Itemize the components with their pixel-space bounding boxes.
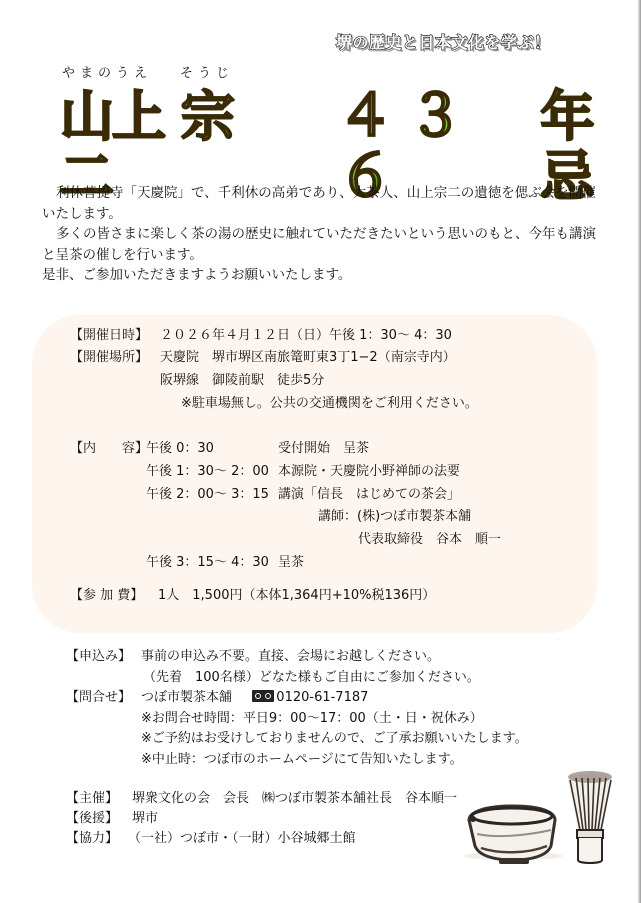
intro-paragraph-1: 利休菩提寺「天慶院」で、千利休の高弟であり、大茶人、山上宗二の遺徳を偲ぶ会を開催いたします。: [42, 185, 596, 222]
inquiry-label: 【問合せ】: [66, 690, 132, 705]
host-label: 【主催】: [66, 791, 119, 806]
ruby-given-name: そうじ: [180, 66, 235, 81]
event-parking-note: ※駐車場無し。公共の交通機関をご利用ください。: [181, 396, 478, 411]
event-date-label: 【開催日時】: [70, 328, 149, 343]
fee-label: 【参 加 費】: [70, 588, 144, 603]
program-row-3: [146, 554, 304, 572]
host-value: 堺衆文化の会 会長 ㈱つぼ市製茶本舗社長 谷本順一: [132, 791, 458, 806]
inquiry-cancel-note: ※中止時：つぼ市のホームページにて告知いたします。: [141, 751, 463, 767]
title-anniversary-number: ４３６: [337, 86, 540, 206]
tea-ceremony-illustration: [455, 768, 615, 878]
event-date-row: [70, 327, 452, 345]
fee-row: [70, 587, 435, 605]
title-reading: [62, 62, 234, 81]
inquiry-hours: ※お問合せ時間：平日9：00～17：00（土・日・祝休み）: [141, 710, 483, 726]
program-desc: 本源院・天慶院小野禅師の法要: [278, 464, 461, 479]
program-row-1: [146, 463, 460, 481]
tea-whisk-icon: [560, 768, 620, 868]
event-venue-label: 【開催場所】: [70, 350, 149, 365]
cooperation-label: 【協力】: [66, 831, 119, 846]
event-access: 阪堺線 御陵前駅 徒歩5分: [160, 373, 325, 388]
program-time: 午後 3：15～ 4：30: [146, 555, 269, 570]
program-time: 午後 1：30～ 2：00: [146, 464, 269, 479]
lecturer-line-2: 代表取締役 谷本 順一: [358, 532, 502, 547]
title-name: 山上 宗二: [60, 86, 277, 206]
program-row-0: [70, 440, 369, 458]
inquiry-contact: [141, 688, 368, 709]
fee-value: 1人 1,500円（本体1,364円+10%税136円）: [158, 588, 436, 603]
event-venue-row: [70, 349, 456, 367]
apply-label: 【申込み】: [66, 649, 132, 664]
event-venue-value: 天慶院 堺市堺区南旅篭町東3丁1−2（南宗寺内）: [160, 350, 456, 365]
inquiry-reservation-note: ※ご予約はお受けしておりませんので、ご了承お願いいたします。: [141, 731, 528, 746]
intro-text: [42, 183, 602, 286]
freedial-icon: [252, 690, 274, 702]
support-label: 【後援】: [66, 811, 119, 826]
program-desc: 受付開始 呈茶: [278, 441, 370, 456]
intro-paragraph-3: 是非、ご参加いただきますようお願いいたします。: [42, 267, 352, 283]
program-desc: 呈茶: [278, 555, 305, 570]
apply-line-1: 事前の申込み不要。直接、会場にお越しください。: [141, 649, 441, 664]
lecturer-line-1: 講師：(株)つぼ市製茶本舗: [318, 509, 472, 524]
program-time: 午後 0：30: [146, 441, 214, 456]
cooperation-value: （一社）つぼ市・（一財）小谷城郷土館: [128, 831, 356, 846]
support-value: 堺市: [132, 811, 159, 826]
program-label: 【内 容】: [70, 441, 149, 456]
program-time: 午後 2：00～ 3：15: [146, 487, 269, 502]
inquiry-phone[interactable]: 0120-61-7187: [276, 690, 369, 705]
program-row-2: [146, 486, 460, 504]
program-desc: 講演「信長 はじめての茶会」: [278, 487, 461, 502]
title-anniversary-suffix: 年忌: [540, 86, 641, 206]
intro-paragraph-2: 多くの皆さまに楽しく茶の湯の歴史に触れていただきたいという思いのもと、今年も講演と呈茶の催しを行います。: [42, 226, 596, 263]
event-date-value: ２０２６年４月１２日（日）午後 1：30～ 4：30: [160, 328, 452, 343]
ruby-family-name: やまのうえ: [62, 66, 153, 81]
inquiry-org: つぼ市製茶本舗: [141, 690, 233, 705]
tagline: 堺の歴史と日本文化を学ぶ！: [336, 33, 551, 52]
apply-line-2: （先着 100名様）どなた様もご自由にご参加ください。: [143, 669, 480, 685]
